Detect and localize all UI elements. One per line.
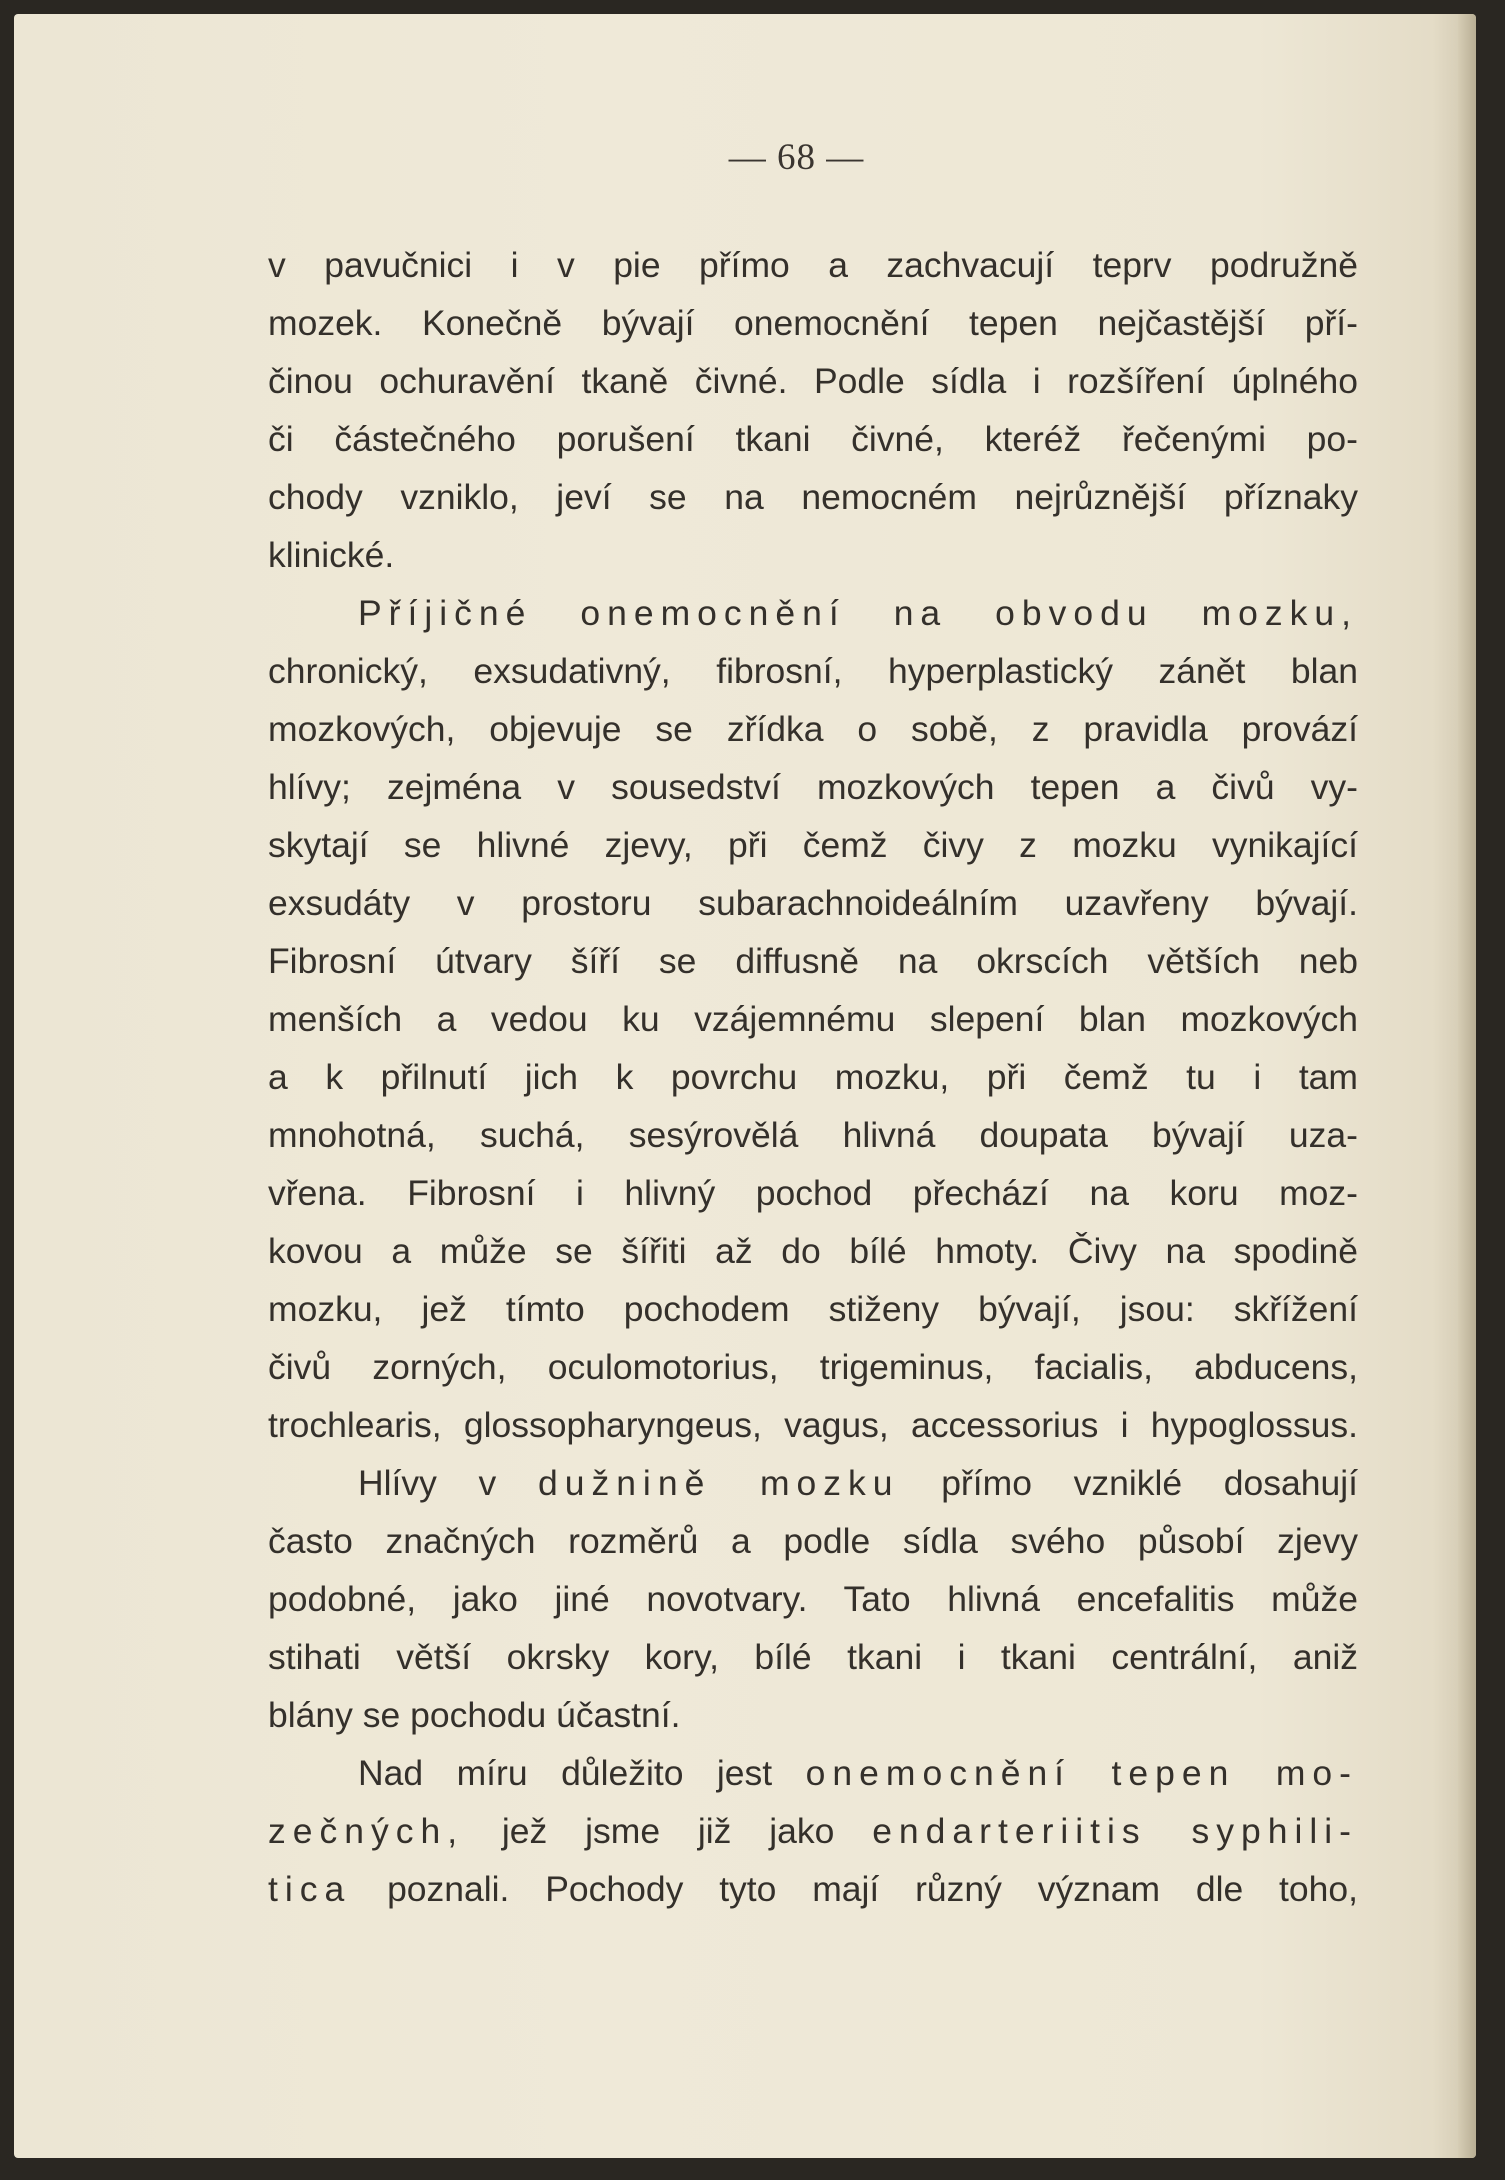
text-phrase: přímo vzniklé dosahují [941, 1463, 1358, 1503]
text-line: často značných rozměrů a podle sídla svého působí zjevy [268, 1521, 1358, 1561]
text-line: mozek. Konečně bývají onemocnění tepen nejčastější pří- [268, 303, 1358, 343]
text-line: hlívy; zejména v sousedství mozkových tepen a čivů vy- [268, 767, 1358, 807]
text-line: trochlearis, glossopharyngeus, vagus, accessorius i hypoglossus. [268, 1405, 1358, 1445]
text-line: menších a vedou ku vzájemnému slepení blan mozkových [268, 999, 1358, 1039]
text-line: blány se pochodu účastní. [268, 1695, 681, 1735]
text-line: čivů zorných, oculomotorius, trigeminus, facialis, abducens, [268, 1347, 1358, 1387]
text-line: činou ochuravění tkaně čivné. Podle sídla i rozšíření úplného [268, 361, 1358, 401]
text-word: Hlívy [358, 1463, 437, 1503]
text-line: klinické. [268, 535, 395, 575]
text-line: stihati větší okrsky kory, bílé tkani i tkani centrální, aniž [268, 1637, 1358, 1677]
text-line: skytají se hlivné zjevy, při čemž čivy z mozku vynikající [268, 825, 1358, 865]
body-text [268, 236, 1358, 1918]
text-line: Fibrosní útvary šíří se diffusně na okrscích větších neb [268, 941, 1358, 981]
text-line [268, 1454, 1358, 1512]
page-number: — 68 — [728, 137, 865, 178]
text-line [268, 1802, 1358, 1860]
text-line: a k přilnutí jich k povrchu mozku, při čemž tu i tam [268, 1057, 1358, 1097]
text-phrase: poznali. Pochody tyto mají různý význam dle toho, [387, 1869, 1358, 1909]
spaced-phrase: zečných, [268, 1811, 465, 1851]
text-line: kovou a může se šířiti až do bílé hmoty. Čivy na spodině [268, 1231, 1358, 1271]
text-line: v pavučnici i v pie přímo a zachvacují teprv podružně [268, 245, 1358, 285]
text-line: exsudáty v prostoru subarachnoideálním uzavřeny bývají. [268, 883, 1358, 923]
text-line: či částečného porušení tkani čivné, kteréž řečenými po- [268, 419, 1358, 459]
text-line: podobné, jako jiné novotvary. Tato hlivná encefalitis může [268, 1579, 1358, 1619]
text-line: chronický, exsudativný, fibrosní, hyperplastický zánět blan [268, 651, 1358, 691]
text-phrase: Nad míru důležito jest [358, 1753, 773, 1793]
spaced-phrase: endarteriitis syphili- [872, 1811, 1358, 1851]
spaced-phrase: dužnině mozku [537, 1463, 900, 1503]
text-line [268, 1744, 1358, 1802]
text-line: mozkových, objevuje se zřídka o sobě, z pravidla provází [268, 709, 1358, 749]
text-phrase: jež jsme již jako [501, 1811, 835, 1851]
text-line: vřena. Fibrosní i hlivný pochod přechází na koru moz- [268, 1173, 1358, 1213]
paragraph-heading-spaced: Příjičné onemocnění na obvodu mozku, [358, 593, 1358, 633]
text-line: mnohotná, suchá, sesýrovělá hlivná doupata bývají uza- [268, 1115, 1358, 1155]
spaced-phrase: onemocnění tepen mo- [805, 1753, 1358, 1793]
text-line: mozku, jež tímto pochodem stiženy bývají, jsou: skřížení [268, 1289, 1358, 1329]
text-line: chody vzniklo, jeví se na nemocném nejrůznější příznaky [268, 477, 1358, 517]
text-line [268, 1860, 1358, 1918]
spaced-phrase: tica [268, 1869, 352, 1909]
page-edge-shadow [1458, 14, 1476, 2158]
book-page [14, 14, 1476, 2158]
text-word: v [478, 1463, 497, 1503]
